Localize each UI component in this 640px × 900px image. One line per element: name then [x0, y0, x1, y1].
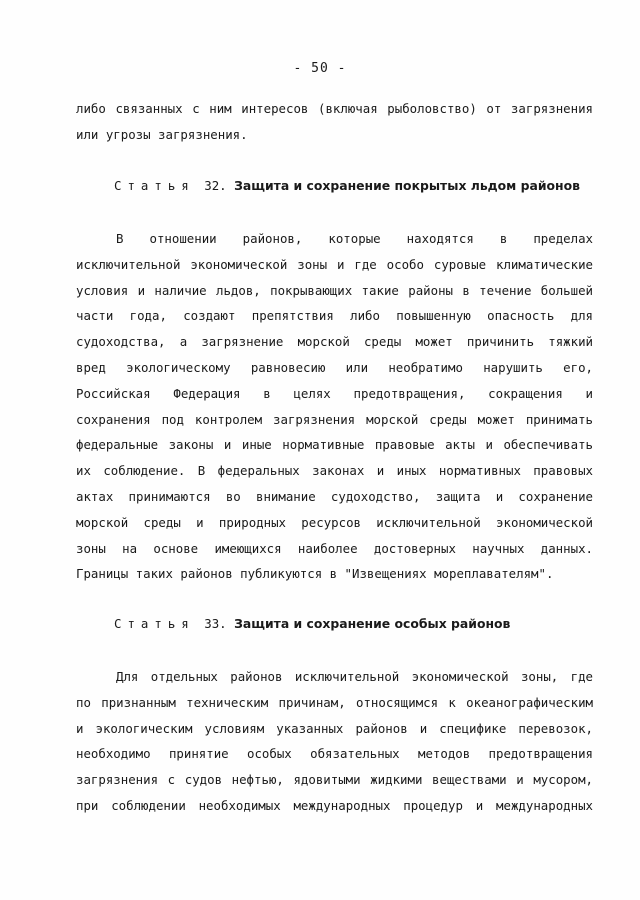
text-line: сохранения под контролем загрязнения морской среды может принимать	[76, 411, 593, 427]
text-line: судоходства, а загрязнение морской среды может причинить тяжкий	[76, 334, 593, 350]
text-line: необходимо принятие особых обязательных методов предотвращения	[76, 746, 593, 762]
intro-paragraph	[76, 96, 593, 148]
text-line: актах принимаются во внимание судоходство, защита и сохранение	[76, 488, 593, 504]
text-line: условия и наличие льдов, покрывающих такие районы в течение большей	[76, 282, 593, 298]
article-title: Защита и сохранение особых районов	[234, 616, 511, 631]
article-32-body	[76, 226, 593, 587]
article-number: 33.	[204, 616, 227, 631]
text-line: части года, создают препятствия либо повышенную опасность для	[76, 308, 593, 324]
text-line: Границы таких районов публикуются в "Извещениях мореплавателям".	[76, 566, 554, 582]
text-line: их соблюдение. В федеральных законах и иных нормативных правовых	[76, 463, 593, 479]
text-line: либо связанных с ним интересов (включая рыболовство) от загрязнения	[76, 101, 593, 116]
text-line: вред экологическому равновесию или необратимо нарушить его,	[76, 359, 593, 375]
article-number: 32.	[204, 178, 227, 193]
text-line: исключительной экономической зоны и где особо суровые климатические	[76, 256, 593, 272]
text-line: загрязнения с судов нефтью, ядовитыми жидкими веществами и мусором,	[76, 772, 593, 788]
text-line: Российская Федерация в целях предотвращения, сокращения и	[76, 385, 593, 401]
text-line: Для отдельных районов исключительной экономической зоны, где	[116, 669, 593, 684]
text-line: по признанным техническим причинам, относящимся к океанографическим	[76, 694, 593, 710]
page-number: - 50 -	[293, 61, 347, 76]
text-line: или угрозы загрязнения.	[76, 126, 248, 142]
article-label: Статья	[114, 178, 195, 193]
text-line: зоны на основе имеющихся наиболее достоверных научных данных.	[76, 540, 593, 556]
article-33-body	[76, 664, 593, 819]
text-line: федеральные законы и иные нормативные правовые акты и обеспечивать	[76, 437, 593, 453]
text-line: и экологическим условиям указанных районов и специфике перевозок,	[76, 720, 593, 736]
article-32-heading	[114, 178, 580, 193]
text-line: при соблюдении необходимых международных процедур и международных	[76, 797, 593, 813]
text-line: В отношении районов, которые находятся в пределах	[116, 231, 593, 246]
article-title: Защита и сохранение покрытых льдом районов	[234, 178, 580, 193]
article-33-heading	[114, 616, 510, 631]
article-label: Статья	[114, 616, 195, 631]
text-line: морской среды и природных ресурсов исключительной экономической	[76, 514, 593, 530]
